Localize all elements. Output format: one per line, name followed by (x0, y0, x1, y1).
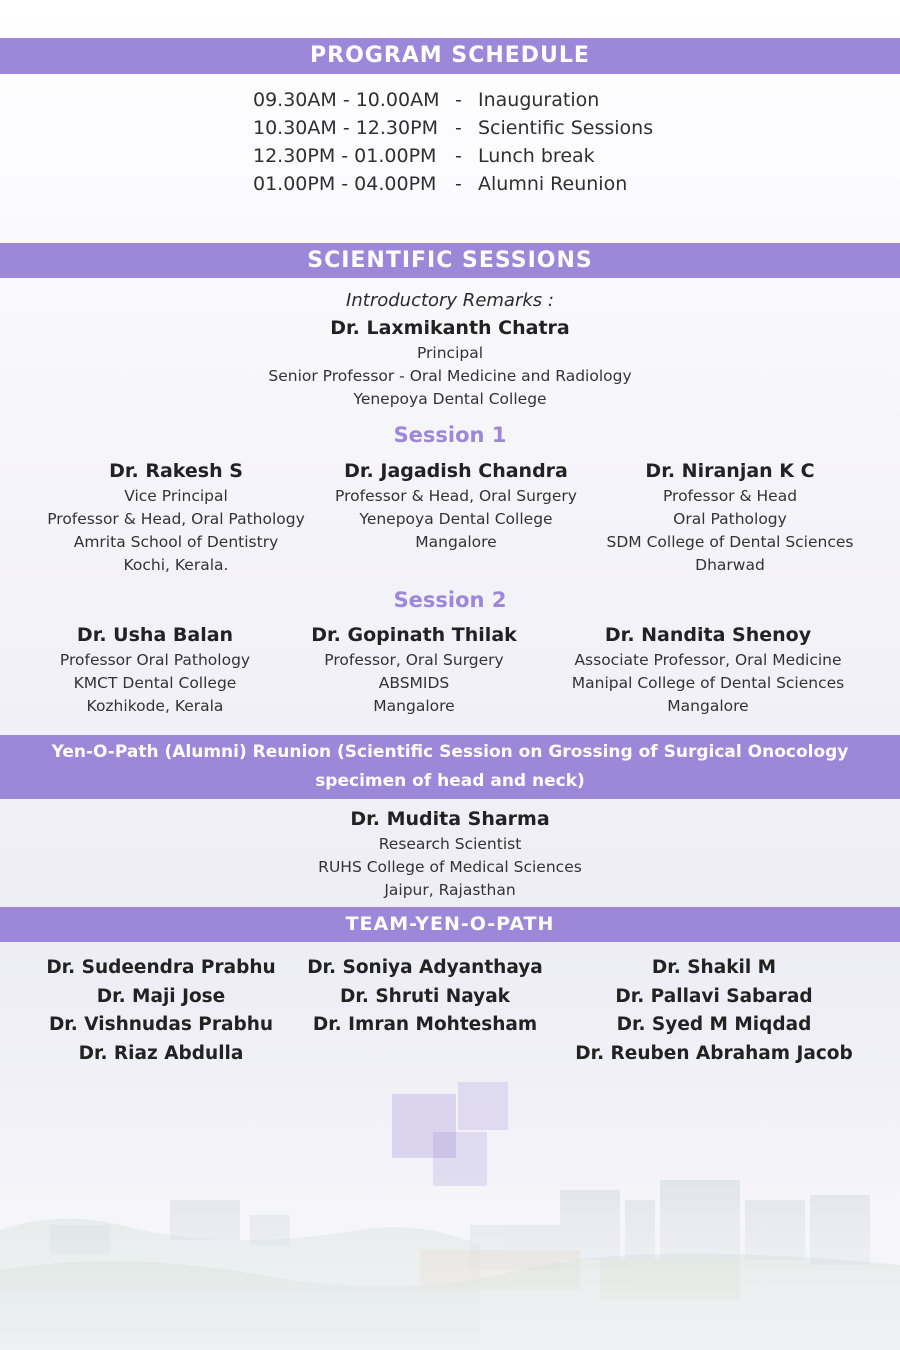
intro-speaker-line: Senior Professor - Oral Medicine and Radiology (268, 367, 632, 385)
team-member: Dr. Shruti Nayak (340, 985, 510, 1007)
program-schedule-banner (0, 38, 900, 74)
speaker-line: Professor Oral Pathology (59, 651, 251, 669)
intro-speaker-name: Dr. Laxmikanth Chatra (330, 317, 570, 339)
team-member: Dr. Sudeendra Prabhu (46, 957, 276, 978)
speaker-line: ABSMIDS (378, 674, 450, 692)
speaker-line: Mangalore (373, 697, 455, 715)
scientific-sessions-banner (0, 243, 900, 278)
speaker-line: Kozhikode, Kerala (86, 697, 224, 715)
team-member: Dr. Vishnudas Prabhu (48, 1014, 274, 1036)
team-member: Dr. Reuben Abraham Jacob (575, 1043, 853, 1065)
speaker-name: Dr. Rakesh S (109, 460, 243, 482)
reunion-speaker (0, 805, 900, 902)
team-banner (0, 907, 900, 942)
intro-speaker-line: Yenepoya Dental College (353, 390, 547, 408)
intro-remarks (0, 288, 900, 411)
speaker-line: Professor & Head, Oral Surgery (335, 487, 577, 505)
speaker-line: SDM College of Dental Sciences (606, 533, 854, 551)
speaker-card (30, 458, 322, 577)
team-column (36, 954, 286, 1069)
speaker-name: Dr. Niranjan K C (645, 460, 815, 482)
speaker-card (558, 622, 858, 718)
reunion-speaker-line: Research Scientist (378, 835, 522, 853)
team-member: Dr. Soniya Adyanthaya (307, 957, 543, 978)
team-member: Dr. Riaz Abdulla (78, 1043, 244, 1065)
speaker-card (300, 622, 528, 718)
session-2-title: Session 2 (393, 588, 507, 612)
speaker-card (600, 458, 860, 577)
speaker-line: Vice Principal (124, 487, 228, 505)
speaker-line: Professor & Head, Oral Pathology (47, 510, 305, 528)
speaker-line: Oral Pathology (673, 510, 787, 528)
schedule-event: Inauguration (478, 89, 600, 111)
speaker-line: Mangalore (415, 533, 497, 551)
campus-skyline-illustration (0, 1170, 900, 1350)
speaker-line: Kochi, Kerala. (123, 556, 229, 574)
schedule-time: 01.00PM - 04.00PM (253, 173, 437, 195)
team-column (574, 954, 854, 1069)
speaker-line: Yenepoya Dental College (359, 510, 553, 528)
team-member: Dr. Syed M Miqdad (616, 1014, 812, 1036)
schedule-event: Lunch break (478, 145, 595, 167)
reunion-speaker-line: Jaipur, Rajasthan (384, 881, 516, 899)
decorative-square (458, 1082, 508, 1130)
speaker-card (322, 458, 590, 554)
speaker-line: Professor, Oral Surgery (324, 651, 504, 669)
speaker-name: Dr. Nandita Shenoy (604, 624, 812, 646)
speaker-line: Dharwad (695, 556, 765, 574)
schedule-dash: - (455, 89, 462, 111)
schedule-event: Scientific Sessions (478, 117, 654, 139)
intro-speaker-line: Principal (416, 344, 484, 362)
reunion-banner (0, 735, 900, 799)
speaker-line: Associate Professor, Oral Medicine (574, 651, 842, 669)
program-schedule-heading: PROGRAM SCHEDULE (310, 43, 590, 68)
speaker-line: Mangalore (667, 697, 749, 715)
reunion-speaker-name: Dr. Mudita Sharma (350, 808, 550, 830)
reunion-heading-line2: specimen of head and neck) (315, 771, 585, 791)
speaker-card (30, 622, 280, 718)
schedule-dash: - (455, 117, 462, 139)
session-1-title: Session 1 (393, 423, 507, 447)
schedule-time: 09.30AM - 10.00AM (253, 89, 440, 111)
team-column (300, 954, 550, 1040)
schedule-time: 12.30PM - 01.00PM (253, 145, 437, 167)
scientific-sessions-heading: SCIENTIFIC SESSIONS (307, 248, 593, 273)
reunion-speaker-line: RUHS College of Medical Sciences (318, 858, 582, 876)
speaker-line: Manipal College of Dental Sciences (571, 674, 845, 692)
speaker-line: Professor & Head (662, 487, 798, 505)
schedule-time: 10.30AM - 12.30PM (253, 117, 438, 139)
speaker-line: Amrita School of Dentistry (73, 533, 279, 551)
speaker-line: KMCT Dental College (73, 674, 237, 692)
team-member: Dr. Maji Jose (96, 985, 226, 1007)
team-member: Dr. Imran Mohtesham (312, 1014, 538, 1036)
speaker-name: Dr. Gopinath Thilak (311, 624, 517, 646)
speaker-name: Dr. Jagadish Chandra (344, 460, 568, 482)
speaker-name: Dr. Usha Balan (76, 624, 234, 646)
team-member: Dr. Shakil M (651, 957, 777, 978)
schedule-dash: - (455, 173, 462, 195)
team-heading: TEAM-YEN-O-PATH (345, 913, 555, 935)
schedule-event: Alumni Reunion (478, 173, 628, 195)
intro-label: Introductory Remarks : (346, 290, 554, 311)
schedule-dash: - (455, 145, 462, 167)
team-member: Dr. Pallavi Sabarad (615, 985, 813, 1007)
reunion-heading-line1: Yen-O-Path (Alumni) Reunion (Scientific Session on Grossing of Surgical Onocology (51, 742, 849, 762)
